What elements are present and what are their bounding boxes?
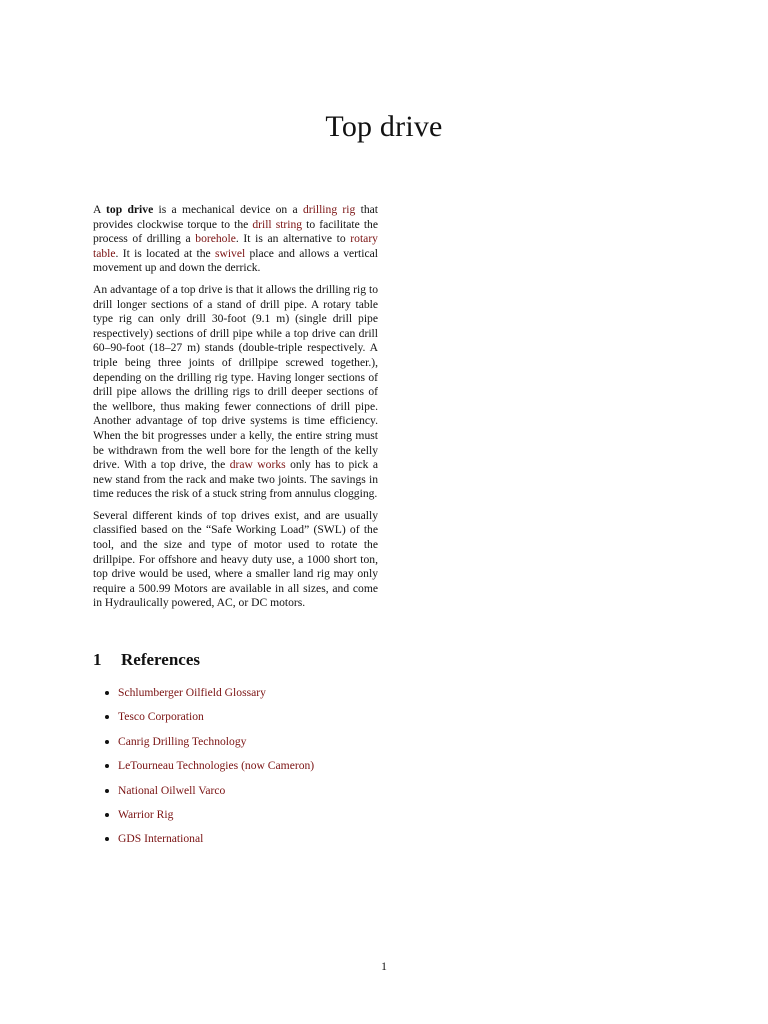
page-title: Top drive — [325, 110, 443, 143]
text-run: . It is located at the — [115, 246, 215, 260]
bullet-icon — [105, 764, 109, 768]
reference-item — [93, 710, 378, 734]
bullet-icon — [105, 837, 109, 841]
text-run: that provides clockwise torque to the — [93, 203, 378, 231]
inline-link[interactable]: draw works — [229, 458, 286, 472]
inline-link[interactable]: swivel — [214, 246, 246, 260]
reference-link[interactable]: LeTourneau Technologies (now Cameron) — [118, 759, 315, 773]
text-run: place and allows a vertical movement up and down the derrick. — [93, 246, 378, 275]
article-body — [93, 203, 378, 618]
section-number: 1 — [93, 650, 102, 669]
inline-link[interactable]: rotary table — [93, 232, 378, 260]
text-run: . It is an alternative to — [235, 232, 351, 246]
reference-item — [93, 784, 378, 808]
references-list — [93, 686, 378, 857]
reference-item — [93, 759, 378, 783]
reference-link[interactable]: Schlumberger Oilfield Glossary — [118, 686, 266, 699]
bullet-icon — [105, 813, 109, 817]
bullet-icon — [105, 740, 109, 744]
inline-link[interactable]: borehole — [195, 232, 236, 246]
bullet-icon — [105, 715, 109, 719]
reference-link[interactable]: Tesco Corporation — [118, 710, 204, 724]
reference-link[interactable]: Canrig Drilling Technology — [118, 734, 247, 748]
reference-link[interactable]: Warrior Rig — [118, 807, 174, 821]
bold-term: top drive — [106, 203, 154, 216]
inline-link[interactable]: drill string — [252, 217, 303, 231]
reference-item — [93, 735, 378, 759]
bullet-icon — [105, 789, 109, 793]
reference-item — [93, 832, 378, 856]
text-run: only has to pick a new stand from the rack and make two joints. The savings in time reduces the risk of a stuck string from annulus clogging. — [93, 458, 378, 501]
paragraph-intro — [93, 203, 378, 276]
text-run: is a mechanical device on a — [153, 203, 303, 216]
reference-item — [93, 808, 378, 832]
text-run: An advantage of a top drive is that it allows the drilling rig to drill longer sections of a stand of drill pipe. A rotary table type rig can only drill 30-foot (9.1 m) (single drill pipe respectively) sections of drill pipe while a top drive can drill 60–90-foot (18–27 m) stands (double-triple respectively. A triple being three joints of drillpipe screwed together.), depending on the drilling rig type. Having longer sections of drill pipe allows the drilling rigs to drill deeper sections of the wellbore, thus making fewer connections of drill pipe. Another advantage of top drive systems is time efficiency. When the bit progresses under a kelly, the entire string must be withdrawn from the well bore for the length of the kelly drive. With a top drive, the — [93, 282, 378, 472]
reference-link[interactable]: National Oilwell Varco — [118, 783, 226, 797]
text-run: Several different kinds of top drives exist, and are usually classified based on the “Safe Working Load” (SWL) of the tool, and the size and type of motor used to rotate the drillpipe. For offshore and heavy duty use, a 1000 short ton, top drive would be used, where a smaller land rig may only require a 500.99 Motors are available in all sizes, and come in Hydraulically powered, AC, or DC motors. — [93, 508, 378, 610]
paragraph-types — [93, 509, 378, 611]
reference-link[interactable]: GDS International — [118, 832, 204, 846]
text-run: to facilitate the process of drilling a — [93, 217, 378, 246]
paragraph-advantages — [93, 283, 378, 502]
text-run: A — [93, 203, 107, 216]
inline-link[interactable]: drilling rig — [302, 203, 356, 216]
page-number: 1 — [381, 960, 387, 973]
section-title: References — [121, 650, 200, 669]
bullet-icon — [105, 691, 109, 695]
references-heading — [93, 650, 378, 670]
reference-item — [93, 686, 378, 710]
